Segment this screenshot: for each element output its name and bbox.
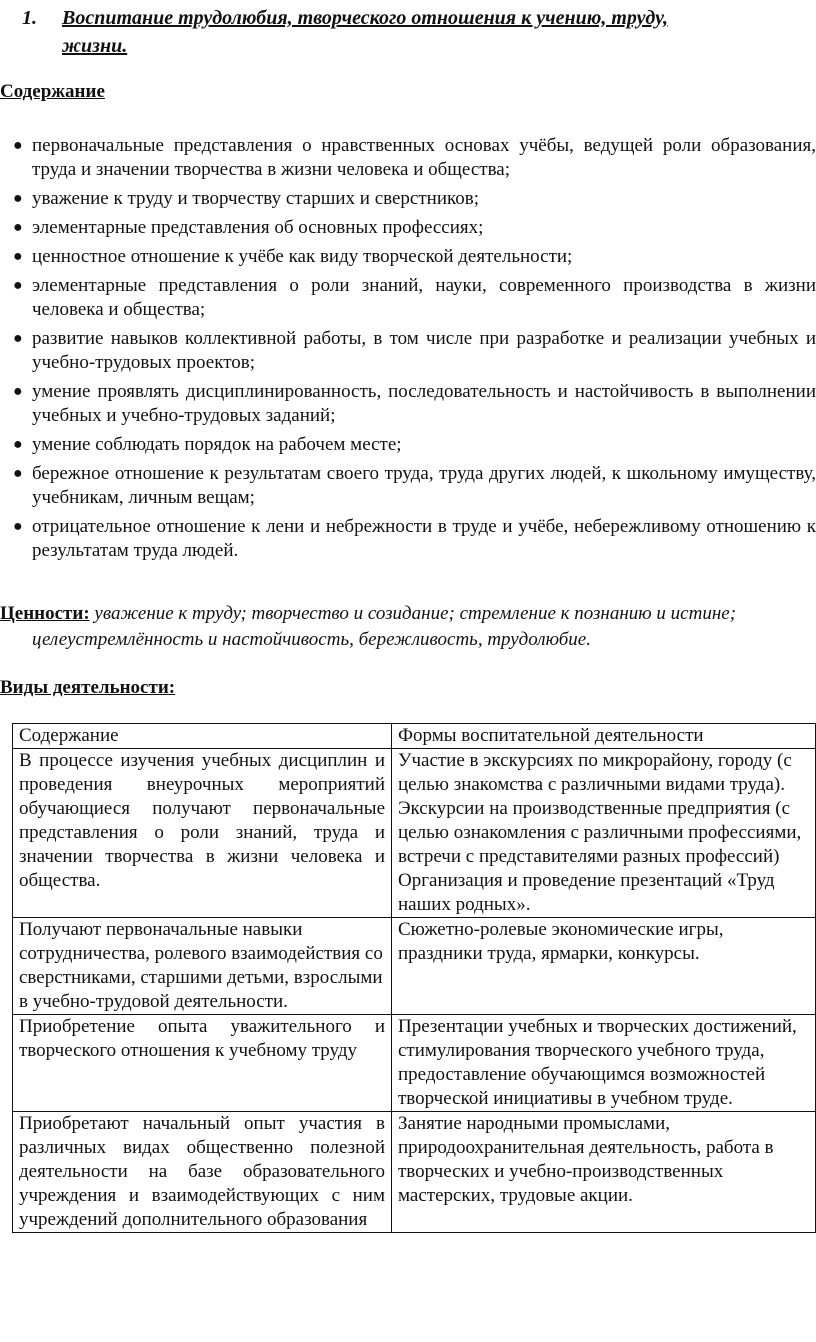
cell-content: Приобретение опыта уважительного и творческого отношения к учебному труду — [13, 1015, 392, 1112]
list-item: ● уважение к труду и творчеству старших и сверстников; — [13, 188, 480, 209]
heading-line-2: жизни. — [62, 35, 128, 57]
list-item: ● отрицательное отношение к лени и небрежности в труде и учёбе, небережливому отношению к результатам труда людей. — [13, 516, 816, 561]
bullet-icon: ● — [13, 518, 23, 535]
list-item: ● бережное отношение к результатам своего труда, труда других людей, к школьному имуществу, учебникам, личным вещам; — [13, 463, 816, 508]
bullet-icon: ● — [13, 277, 23, 294]
cell-forms: Сюжетно-ролевые экономические игры, праздники труда, ярмарки, конкурсы. — [392, 918, 816, 1015]
bullet-icon: ● — [13, 137, 23, 154]
values-line-1: уважение к труду; творчество и созидание; стремление к познанию и истине; — [94, 603, 737, 624]
list-item: ● элементарные представления о роли знаний, науки, современного производства в жизни человека и общества; — [13, 275, 816, 320]
table-row — [13, 1015, 816, 1112]
list-item: ● первоначальные представления о нравственных основах учёбы, ведущей роли образования, труда и значении творчества в жизни человека и общества; — [13, 135, 816, 180]
heading-line-1: Воспитание трудолюбия, творческого отношения к учению, труду, — [62, 7, 668, 29]
activities-title: Виды деятельности: — [0, 677, 176, 698]
list-item: ● элементарные представления об основных профессиях; — [13, 217, 484, 238]
values-line-2: целеустремлённость и настойчивость, бережливость, трудолюбие. — [32, 629, 591, 650]
cell-content: В процессе изучения учебных дисциплин и проведения внеурочных мероприятий обучающиеся получают первоначальные представления о роли знаний, труда и значении творчества в жизни человека и общества. — [13, 749, 392, 918]
bullet-icon: ● — [13, 219, 23, 236]
bullet-icon: ● — [13, 330, 23, 347]
bullet-icon: ● — [13, 436, 23, 453]
cell-content: Получают первоначальные навыки сотрудничества, ролевого взаимодействия со сверстниками, старшими детьми, взрослыми в учебно-трудовой деятельности. — [13, 918, 392, 1015]
table-row — [13, 749, 816, 918]
header-content: Содержание — [13, 724, 392, 749]
bullet-icon: ● — [13, 248, 23, 265]
cell-content: Приобретают начальный опыт участия в различных видах общественно полезной деятельности на базе образовательного учреждения и взаимодействующих с ним учреждений дополнительного образования — [13, 1112, 392, 1233]
values-paragraph — [0, 601, 816, 653]
table-header-row — [13, 724, 816, 749]
header-forms: Формы воспитательной деятельности — [392, 724, 816, 749]
values-label: Ценности: — [0, 603, 90, 624]
list-item: ● развитие навыков коллективной работы, в том числе при разработке и реализации учебных и учебно-трудовых проектов; — [13, 328, 816, 373]
table-row — [13, 1112, 816, 1233]
cell-forms: Занятие народными промыслами, природоохранительная деятельность, работа в творческих и учебно-производственных мастерских, трудовые акции. — [392, 1112, 816, 1233]
bullet-icon: ● — [13, 383, 23, 400]
content-title: Содержание — [0, 81, 105, 102]
list-item: ● умение соблюдать порядок на рабочем месте; — [13, 434, 402, 455]
content-bullet-list — [0, 134, 816, 568]
cell-forms: Участие в экскурсиях по микрорайону, городу (с целью знакомства с различными видами труда). Экскурсии на производственные предприятия (с целью ознакомления с различными профессиями, встречи с представителями разных профессий) Организация и проведение презентаций «Труд наших родных». — [392, 749, 816, 918]
bullet-icon: ● — [13, 465, 23, 482]
list-item: ● ценностное отношение к учёбе как виду творческой деятельности; — [13, 246, 573, 267]
table-row — [13, 918, 816, 1015]
cell-forms: Презентации учебных и творческих достижений, стимулирования творческого учебного труда, предоставление обучающимся возможностей творческой инициативы в учебном труде. — [392, 1015, 816, 1112]
list-item: ● умение проявлять дисциплинированность, последовательность и настойчивость в выполнении учебных и учебно-трудовых заданий; — [13, 381, 816, 426]
bullet-icon: ● — [13, 190, 23, 207]
heading-number: 1. — [22, 7, 37, 29]
section-heading — [22, 4, 816, 60]
activities-table — [12, 723, 816, 1233]
